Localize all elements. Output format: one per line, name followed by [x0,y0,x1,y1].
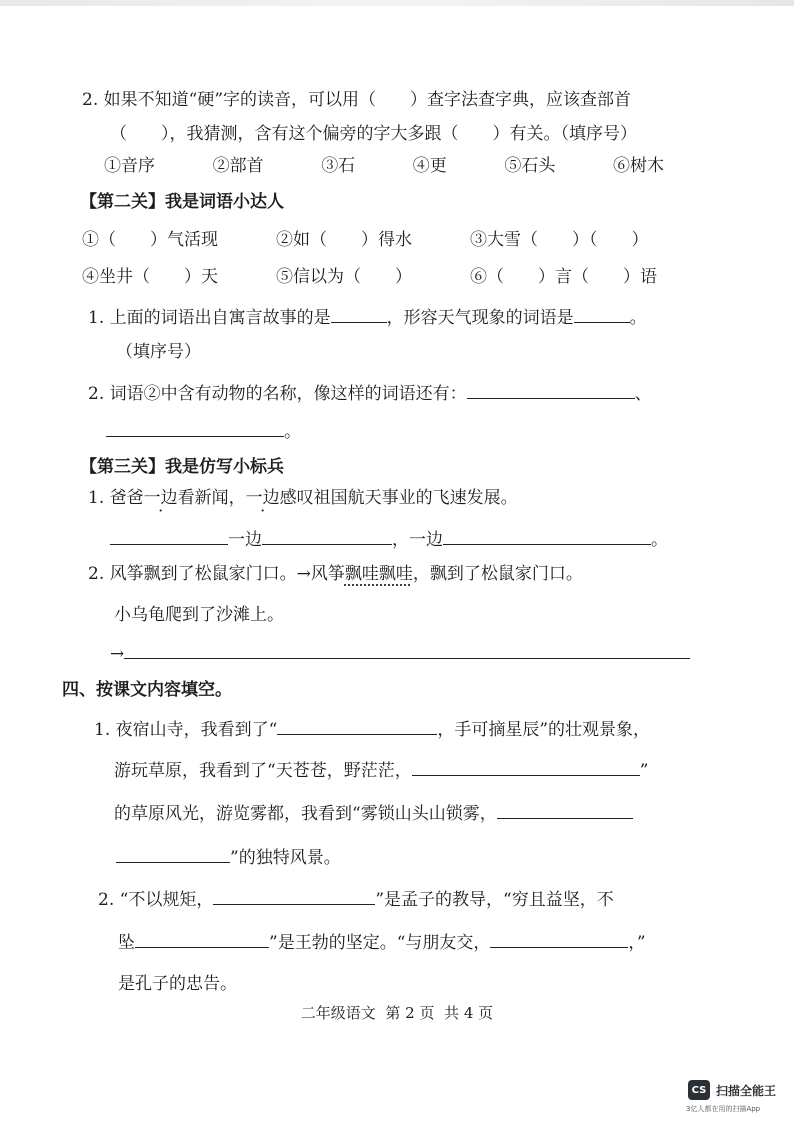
s4-q1-line3 [114,800,633,826]
s3-q2-answer [110,640,690,666]
s4-q2-line3: 是孔子的忠告。 [118,974,237,994]
page-number: 2 [405,1004,415,1022]
idiom-2: ②如（ ）得水 [276,230,412,250]
footer-text: 页 [478,1004,494,1022]
answer-blank[interactable] [467,380,635,399]
s3-q1-part: 感叹祖国航天事业的飞速发展。 [279,488,518,508]
s3-fill-text: 一边 [228,530,262,550]
s4-text: 2. “不以规矩， [98,890,214,910]
s3-q1-fill [110,526,668,552]
answer-blank[interactable] [412,757,640,776]
s4-q1-line1 [94,716,650,742]
arrow-icon: → [110,644,125,664]
s3-q1-part: 爸爸 [109,488,144,508]
idiom-5: ⑤信以为（ ） [276,267,412,287]
answer-blank[interactable] [574,304,630,323]
s2-q2 [88,380,652,406]
answer-blank[interactable] [277,716,437,735]
idiom-6: ⑥（ ）言（ ）语 [470,267,657,287]
idiom-4: ④坐井（ ）天 [82,267,218,287]
option: ①音序 [104,156,155,176]
s2-q1-note: （填序号） [116,342,201,362]
dotted-text: 飘哇飘哇 [344,564,413,584]
option: ⑤石头 [504,156,556,176]
camscanner-logo [688,1080,776,1100]
s2-q2-cont [106,418,301,444]
s4-text: ”是王勃的坚定。“与朋友交， [269,933,491,953]
answer-blank[interactable] [443,526,651,545]
cs-app-name: 扫描全能王 [716,1083,777,1098]
s3-fill-text: ，一边 [392,530,443,550]
s2-q1-text-b: ，形容天气现象的词语是 [386,308,574,328]
section-2-title: 【第二关】我是词语小达人 [80,192,284,212]
option: ④更 [412,156,447,176]
s4-text: 游玩草原，我看到了“天苍苍，野茫茫， [114,761,412,781]
page-footer [0,1002,794,1023]
dictionary-options [104,154,664,178]
page-total: 4 [463,1004,474,1022]
s4-text: 的草原风光，游览雾都，我看到“雾锁山头山锁雾， [114,804,497,824]
idiom-3: ③大雪（ ）（ ） [470,230,649,250]
scan-top-border [0,0,794,6]
dotted-text: 一边 [245,488,280,508]
s4-text: ，手可摘星辰”的壮观景象， [437,720,651,740]
footer-subject: 二年级语文 [300,1004,376,1022]
option: ⑥树木 [612,156,664,176]
answer-blank[interactable] [116,844,230,863]
option: ②部首 [212,156,264,176]
s4-text: ” [639,761,649,781]
cs-badge-icon: CS [688,1080,710,1100]
s2-q2-sep: 、 [634,384,652,404]
s3-fill-end: 。 [651,530,668,550]
s3-q1-label: 1. [88,488,105,508]
s4-text: ”的独特风景。 [230,848,341,868]
s3-q2-source: 小乌龟爬到了沙滩上。 [114,605,284,625]
s3-q1-part: 看新闻， [177,488,246,508]
footer-text: 共 [444,1004,460,1022]
s2-q1 [88,304,647,330]
s4-q2-line2 [118,929,646,955]
footer-text: 第 [385,1004,401,1022]
s4-q2-line1 [98,886,614,912]
s3-q2-text-b: ，飘到了松鼠家门口。 [412,564,583,584]
option: ③石 [321,156,356,176]
dotted-text: 一边 [143,488,178,508]
s3-q1 [88,486,518,510]
q-dictionary-line1: 2. 如果不知道“硬”字的读音，可以用（ ）查字法查字典，应该查部首 [82,90,632,110]
answer-blank[interactable] [262,526,392,545]
s4-q1-line2 [114,757,648,783]
idiom-1: ①（ ）气活现 [82,230,218,250]
section-4-title: 四、按课文内容填空。 [62,680,232,700]
s2-q2-text: 2. 词语②中含有动物的名称，像这样的词语还有： [88,384,467,404]
s4-text: 1. 夜宿山寺，我看到了“ [94,720,278,740]
s4-text: 坠 [118,933,135,953]
footer-text: 页 [419,1004,435,1022]
section-3-title: 【第三关】我是仿写小标兵 [80,457,284,477]
s4-q1-line4 [116,844,341,870]
cs-tagline: 3亿人都在用的扫描App [686,1105,761,1113]
q-dictionary-line2: （ ），我猜测，含有这个偏旁的字大多跟（ ）有关。（填序号） [110,124,637,144]
answer-blank[interactable] [135,929,269,948]
s3-q2 [88,562,583,586]
answer-blank[interactable] [490,929,628,948]
s2-q1-text-c: 。 [629,308,647,328]
s2-q1-text-a: 1. 上面的词语出自寓言故事的是 [88,308,331,328]
answer-blank[interactable] [110,526,228,545]
answer-blank[interactable] [497,800,633,819]
s4-text: ”是孟子的教导，“穷且益坚，不 [375,890,614,910]
answer-blank[interactable] [124,640,690,659]
answer-blank[interactable] [213,886,375,905]
answer-blank[interactable] [331,304,387,323]
s3-q2-text-a: 2. 风筝飘到了松鼠家门口。→风筝 [88,564,345,584]
s4-text: ，” [628,933,646,953]
s2-q2-end: 。 [284,422,301,442]
answer-blank[interactable] [106,418,284,437]
